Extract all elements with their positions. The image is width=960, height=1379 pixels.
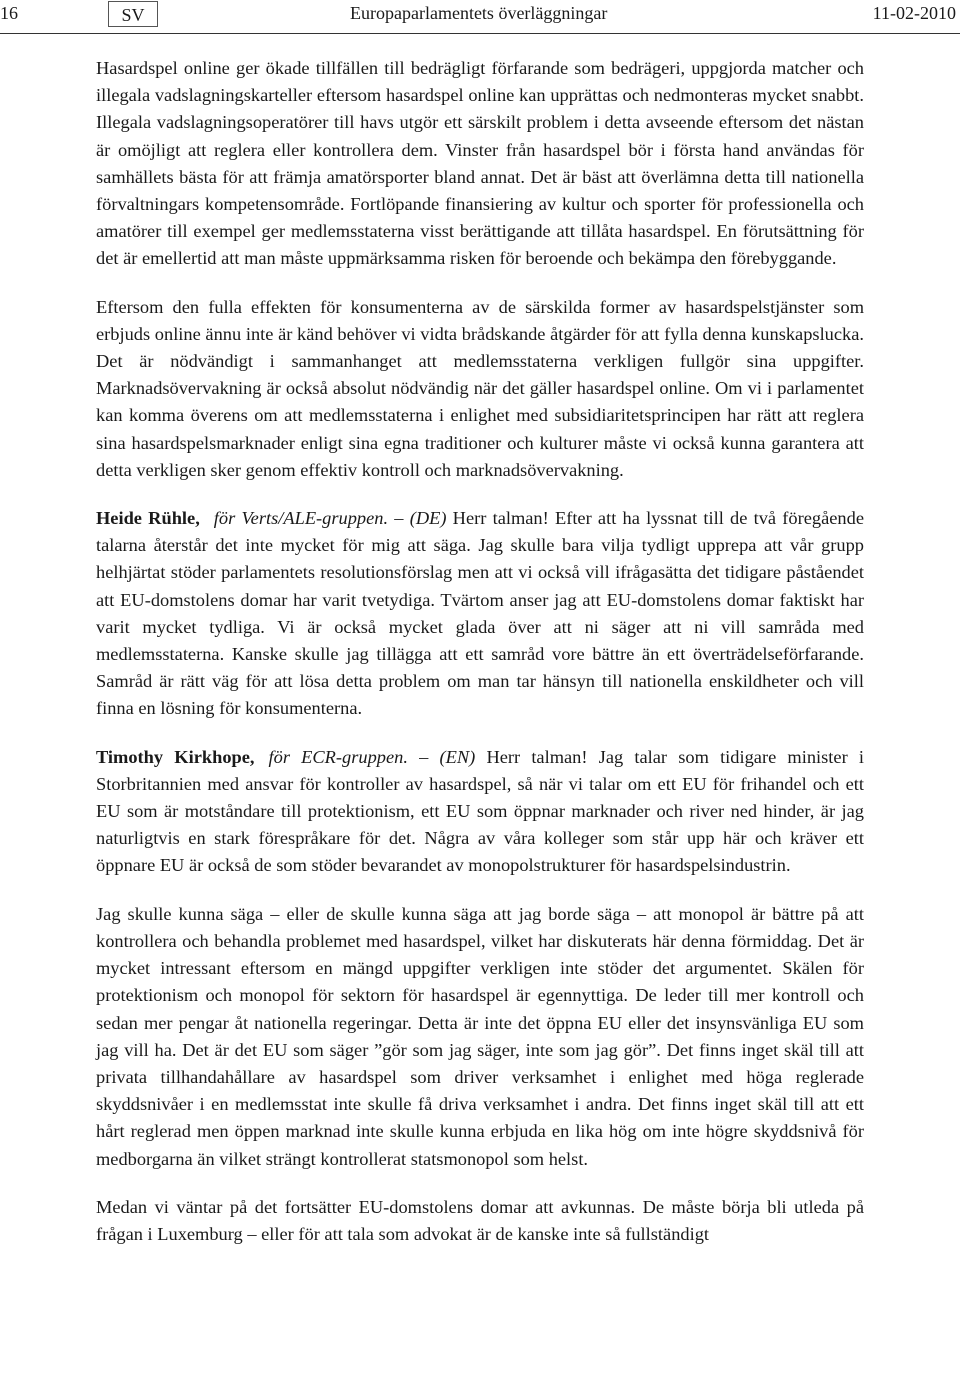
speaker-affiliation: för Verts/ALE-gruppen. – (DE) xyxy=(213,508,447,529)
paragraph xyxy=(96,901,864,1173)
paragraph-text: Herr talman! Efter att ha lyssnat till de två föregående talarna återstår det inte mycket för mig att säga. Jag skulle bara vilja tydligt upprepa att vår grupp helhjärtat stöder parlamentets resolutionsförslag men att vi också vill ifrågasätta det tidigare påståendet att EU-domstolens domar har varit tvetydiga. Tvärtom anser jag att EU-domstolens domar faktiskt har varit mycket tydliga. Vi är också mycket glada över att ni säger att ni vill samråda med medlemsstaterna. Kanske skulle jag tillägga att ett samråd vore bättre än ett överträdelseförfarande. Samråd är rätt väg för att lösa detta problem om man tar hänsyn till nationella enskildheter och vill finna en lösning för konsumenterna. xyxy=(96,508,864,719)
speaker-name: Timothy Kirkhope, xyxy=(96,746,255,767)
language-label: SV xyxy=(108,1,158,27)
speaker-affiliation: för ECR-gruppen. – (EN) xyxy=(268,746,476,767)
speech-paragraph xyxy=(96,505,864,723)
document-title: Europaparlamentets överläggningar xyxy=(350,3,608,23)
page-header xyxy=(0,0,960,34)
header-divider xyxy=(0,33,960,34)
paragraph-text: Jag skulle kunna säga – eller de skulle kunna säga att jag borde säga – att monopol är bättre på att kontrollera och behandla problemet med hasardspel, vilket har diskuterats här denna förmiddag. Det är mycket intressant eftersom en mängd uppgifter verkligen inte stöder det argumentet. Skälen för protektionism och monopol för sektorn för hasardspel är egennyttiga. De leder till mer kontroll och sedan mer pengar åt nationella regeringar. Detta är inte det öppna EU eller det insynsvänliga EU som jag vill ha. Det är det EU som säger ”gör som jag säger, inte som jag gör”. Det finns inget skäl till att privata tillhandahållare av hasardspel som driver verksamhet i enlighet med höga reglerade skyddsnivåer i en medlemsstat inte skulle få driva verksamhet i andra. Det finns inget skäl till att ett hårt reglerad men öppen marknad inte skulle kunna erbjuda en lika hög om inte högre skyddsnivå för medborgarna än vilket strängt kontrollerat statsmonopol som helst. xyxy=(96,903,864,1169)
paragraph xyxy=(96,294,864,484)
paragraph xyxy=(96,1194,864,1248)
speech-paragraph xyxy=(96,744,864,880)
paragraph-text: Herr talman! Jag talar som tidigare minister i Storbritannien med ansvar för kontroller av hasardspel, så när vi talar om ett EU för frihandel och ett EU som är motståndare till protektionism, ett EU som öppnar marknader och river ned hinder, är jag naturligtvis en stark förespråkare för det. Några av våra kolleger som står upp här och kräver ett öppnare EU är också de som stöder bevarandet av monopolstrukturer för hasardspelsindustrin. xyxy=(96,746,865,876)
paragraph-text: Medan vi väntar på det fortsätter EU-domstolens domar att avkunnas. De måste börja bli utleda på frågan i Luxemburg – eller för att tala som advokat är de kanske inte så fullständigt xyxy=(96,1196,864,1244)
speaker-name: Heide Rühle, xyxy=(96,508,200,529)
page-number: 16 xyxy=(0,3,18,23)
document-body xyxy=(96,55,864,1269)
document-date: 11-02-2010 xyxy=(872,3,956,23)
paragraph-text: Hasardspel online ger ökade tillfällen till bedrägligt förfarande som bedrägeri, uppgjorda matcher och illegala vadslagningskarteller eftersom hasardspel online kan upprättas och nedmonteras mycket snabbt. Illegala vadslagningsoperatörer till havs utgör ett särskilt problem i detta avseende eftersom det nästan är omöjligt att reglera eller kontrollera dem. Vinster från hasardspel bör i första hand användas för samhällets bästa för att främja amatörsporter bland annat. Det är bäst att överlämna detta till nationella förvaltningars kompetensområde. Fortlöpande finansiering av kultur och sporter för professionella och amatörer till exempel ger medlemsstaterna visst berättigande att tillåta hasardspel. En förutsättning för det är emellertid att man måste uppmärksamma risken för beroende och bekämpa den förebyggande. xyxy=(96,58,864,269)
paragraph-text: Eftersom den fulla effekten för konsumenterna av de särskilda former av hasardspelstjänster som erbjuds online ännu inte är känd behöver vi vidta brådskande åtgärder för att fylla denna kunskapslucka. Det är nödvändigt i sammanhanget att medlemsstaterna verkligen fullgör sina uppgifter. Marknadsövervakning är också absolut nödvändig när det gäller hasardspel online. Om vi i parlamentet kan komma överens om att medlemsstaterna i enlighet med subsidiaritetsprincipen har rätt att reglera sina hasardspelsmarknader enligt sina egna traditioner och kulturer måste vi också kunna garantera att detta verkligen sker genom effektiv kontroll och marknadsövervakning. xyxy=(96,296,864,480)
paragraph xyxy=(96,55,864,273)
